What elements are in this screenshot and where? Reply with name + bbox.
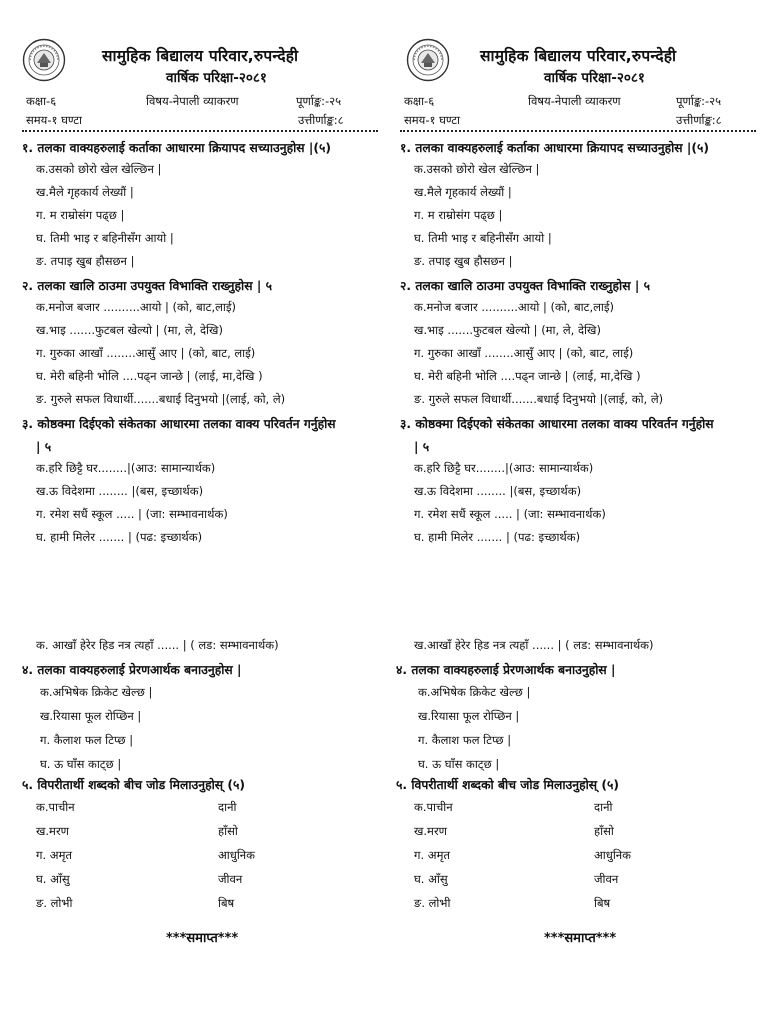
q4-item: ख.रियासा फूल रोप्छिन | [40, 709, 142, 723]
q1-item: ङ. तपाइ खुब हौसछन | [36, 254, 135, 268]
q2-item: ङ. गुरुले सफल विधार्थी.......बधाई दिनुभयो |(लाई, को, ले) [414, 392, 664, 406]
q4-item: क.अभिषेक क्रिकेट खेल्छ | [418, 685, 531, 699]
q3-item: क. आखाँ हेरेर हिड नत्र त्यहाँ ...... | ( लड: सम्भावनार्थक) [36, 638, 279, 652]
pass-marks: उत्तीर्णाङ्क:८ [676, 113, 722, 127]
q3-marks: | ५ [414, 440, 430, 454]
q5-left-item: ग. अमृत [36, 848, 73, 862]
q3-item: ख.ऊ विदेशमा ........ |(बस, इच्छार्थक) [414, 484, 582, 498]
school-logo-icon [406, 38, 450, 82]
q5-left-item: ङ. लोभी [414, 896, 451, 910]
q2-item: ग. गुरुका आखाँ ........आसुँ आए | (को, बाट, लाई) [36, 346, 256, 360]
q5-left-item: घ. आँसु [36, 872, 70, 886]
q2-item: घ. मेरी बहिनी भोलि ....पढ्न जान्छे | (लाई, मा,देखि ) [414, 369, 641, 383]
q4-item: घ. ऊ घाँस काट्छ | [418, 757, 500, 771]
question-paper-right [384, 0, 768, 1024]
exam-title: वार्षिक परिक्षा-२०८१ [544, 70, 645, 86]
q1-item: घ. तिमी भाइ र बहिनीसँग आयो | [36, 231, 174, 245]
q2-item: ङ. गुरुले सफल विधार्थी.......बधाई दिनुभयो |(लाई, को, ले) [36, 392, 286, 406]
q2-item: ख.भाइ .......फुटबल खेल्यो | (मा, ले, देखि) [36, 323, 223, 337]
subject-label: विषय-नेपाली व्याकरण [146, 94, 239, 108]
q5-right-item: दानी [218, 800, 237, 814]
q5-right-item: जीवन [218, 872, 243, 886]
end-marker: ***समाप्त*** [166, 931, 239, 946]
school-name: सामुहिक बिद्यालय परिवार,रुपन्देही [480, 47, 677, 65]
q3-item: क.हरि छिट्टै घर........|(आउ: सामान्यार्थक) [414, 461, 594, 475]
q1-item: ख.मैले गृहकार्य लेख्यौं | [36, 185, 134, 199]
subject-label: विषय-नेपाली व्याकरण [528, 94, 621, 108]
q1-item: क.उसको छोरो खेल खेल्छिन | [36, 162, 162, 176]
time-label: समय-१ घण्टा [404, 113, 461, 127]
q5-title: ५. विपरीतार्थी शब्दको बीच जोड मिलाउनुहोस् (५) [396, 778, 620, 792]
q4-item: ग. कैलाश फल टिप्छ | [40, 733, 134, 747]
q5-left-item: क.पाचीन [414, 800, 453, 814]
pass-marks: उत्तीर्णाङ्क:८ [298, 113, 344, 127]
dotted-divider [22, 130, 378, 132]
q5-left-item: ख.मरण [414, 824, 447, 838]
full-marks: पूर्णाङ्क:-२५ [676, 94, 722, 108]
q4-title: ४. तलका वाक्यहरुलाई प्रेरणआर्थक बनाउनुहोस | [22, 663, 242, 677]
q4-item: घ. ऊ घाँस काट्छ | [40, 757, 122, 771]
q3-title: ३. कोष्ठक्मा दिईएको संकेतका आधारमा तलका वाक्य परिवर्तन गर्नुहोस [22, 417, 336, 431]
q3-marks: | ५ [36, 440, 52, 454]
q5-left-item: क.पाचीन [36, 800, 75, 814]
q3-item: ग. रमेश सधैं स्कूल ..... | (जा: सम्भावनार्थक) [414, 507, 606, 521]
q5-right-item: हाँसो [594, 824, 614, 838]
class-label: कक्षा-६ [404, 94, 435, 108]
q4-item: ग. कैलाश फल टिप्छ | [418, 733, 512, 747]
q5-title: ५. विपरीतार्थी शब्दको बीच जोड मिलाउनुहोस् (५) [22, 778, 246, 792]
q1-item: ङ. तपाइ खुब हौसछन | [414, 254, 513, 268]
q2-item: क.मनोज बजार ..........आयो | (को, बाट,लाई) [414, 300, 615, 314]
q3-item: घ. हामी मिलेर ....... | (पढ: इच्छार्थक) [414, 530, 581, 544]
q5-left-item: ख.मरण [36, 824, 69, 838]
q2-title: २. तलका खालि ठाउमा उपयुक्त विभाक्ति राख्नुहोस | ५ [22, 279, 272, 293]
q4-item: क.अभिषेक क्रिकेट खेल्छ | [40, 685, 153, 699]
q1-item: ग. म राम्रोसंग पढ्छ | [36, 208, 125, 222]
q1-item: ख.मैले गृहकार्य लेख्यौं | [414, 185, 512, 199]
end-marker: ***समाप्त*** [544, 931, 617, 946]
full-marks: पूर्णाङ्क:-२५ [296, 94, 342, 108]
school-name: सामुहिक बिद्यालय परिवार,रुपन्देही [102, 47, 299, 65]
q2-item: क.मनोज बजार ..........आयो | (को, बाट,लाई) [36, 300, 237, 314]
exam-title: वार्षिक परिक्षा-२०८१ [166, 70, 267, 86]
q3-item: ग. रमेश सधैं स्कूल ..... | (जा: सम्भावनार्थक) [36, 507, 228, 521]
q4-item: ख.रियासा फूल रोप्छिन | [418, 709, 520, 723]
q3-item: घ. हामी मिलेर ....... | (पढ: इच्छार्थक) [36, 530, 203, 544]
q5-right-item: बिष [218, 896, 235, 910]
dotted-divider [400, 130, 756, 132]
q5-left-item: ग. अमृत [414, 848, 451, 862]
q3-title: ३. कोष्ठक्मा दिईएको संकेतका आधारमा तलका वाक्य परिवर्तन गर्नुहोस [400, 417, 714, 431]
q5-right-item: बिष [594, 896, 611, 910]
q5-right-item: आधुनिक [594, 848, 632, 862]
q1-title: १. तलका वाक्यहरुलाई कर्ताका आधारमा क्रियापद सच्याउनुहोस |(५) [400, 141, 710, 155]
q5-left-item: घ. आँसु [414, 872, 448, 886]
q2-item: घ. मेरी बहिनी भोलि ....पढ्न जान्छे | (लाई, मा,देखि ) [36, 369, 263, 383]
q1-item: घ. तिमी भाइ र बहिनीसँग आयो | [414, 231, 552, 245]
q3-item: क.हरि छिट्टै घर........|(आउ: सामान्यार्थक) [36, 461, 216, 475]
q3-item: ख.ऊ विदेशमा ........ |(बस, इच्छार्थक) [36, 484, 204, 498]
q5-right-item: आधुनिक [218, 848, 256, 862]
q1-item: ग. म राम्रोसंग पढ्छ | [414, 208, 503, 222]
q2-item: ग. गुरुका आखाँ ........आसुँ आए | (को, बाट, लाई) [414, 346, 634, 360]
q5-right-item: हाँसो [218, 824, 238, 838]
q1-item: क.उसको छोरो खेल खेल्छिन | [414, 162, 540, 176]
q1-title: १. तलका वाक्यहरुलाई कर्ताका आधारमा क्रियापद सच्याउनुहोस |(५) [22, 141, 332, 155]
q4-title: ४. तलका वाक्यहरुलाई प्रेरणआर्थक बनाउनुहोस | [396, 663, 616, 677]
q3-item: ख.आखाँ हेरेर हिड नत्र त्यहाँ ...... | ( लड: सम्भावनार्थक) [414, 638, 654, 652]
q5-left-item: ङ. लोभी [36, 896, 73, 910]
q2-title: २. तलका खालि ठाउमा उपयुक्त विभाक्ति राख्नुहोस | ५ [400, 279, 650, 293]
time-label: समय-१ घण्टा [26, 113, 83, 127]
q2-item: ख.भाइ .......फुटबल खेल्यो | (मा, ले, देखि) [414, 323, 601, 337]
q5-right-item: जीवन [594, 872, 619, 886]
class-label: कक्षा-६ [26, 94, 57, 108]
q5-right-item: दानी [594, 800, 613, 814]
school-logo-icon [22, 38, 66, 82]
